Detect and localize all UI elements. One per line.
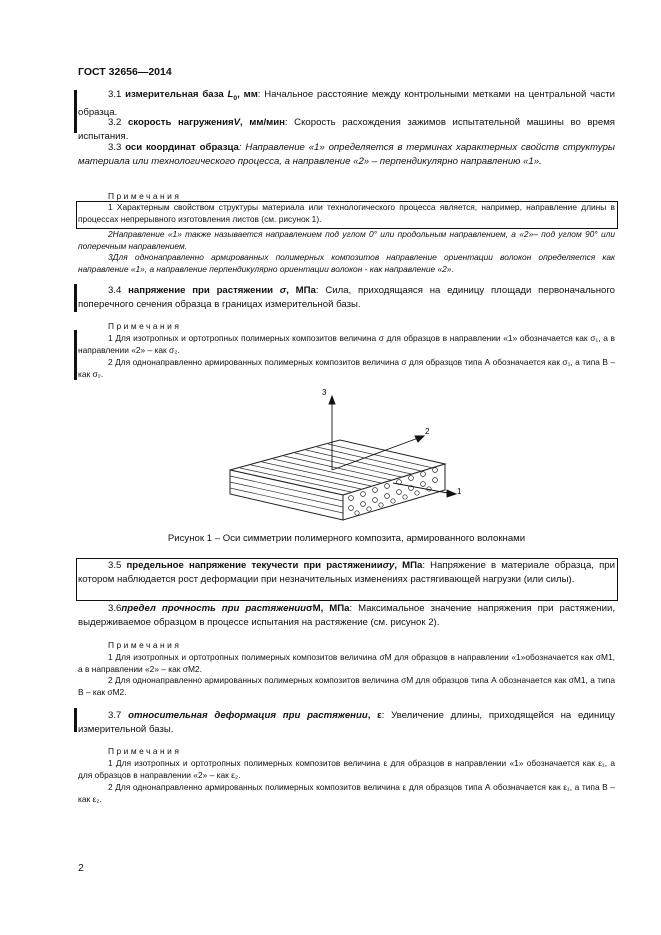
figure-caption: Рисунок 1 – Оси симметрии полимерного композита, армированного волокнами — [167, 533, 526, 544]
notes-heading: Примечания — [108, 321, 182, 331]
axis-2-label: 2 — [425, 427, 430, 436]
note-3-3-2: 2Направление «1» также называется направлением под углом 0° или продольным направлением, а «2»– под углом 90° или поперечным направлением. — [78, 229, 615, 251]
note-3-7-2: 2 Для однонаправленно армированных полимерных композитов величина ε для образцов типа А обозначается как ε₁, а типа В – как ε₂. — [78, 782, 615, 804]
clause-3-3: 3.3 оси координат образца: Направление «1» определяется в терминах характерных свойств структуры материала или технологического процесса, а направление «2» – перпендикулярно направлению «1». — [78, 142, 615, 167]
axis-3-label: 3 — [322, 388, 327, 397]
clause-3-1: 3.1 измерительная база $L_0$, мм: Начальное расстояние между контрольными метками на центральной части образца. — [78, 89, 615, 118]
notes-heading: Примечания — [108, 640, 182, 650]
clause-3-5: 3.5 предельное напряжение текучести при растяженииσy, МПа: Напряжение в материале образца, при котором наблюдается рост деформации при незначительных изменениях растягивающей нагрузки (или силы). — [78, 560, 615, 585]
note-3-7-1: 1 Для изотропных и ортотропных полимерных композитов величина ε для образцов в направлении «1» обозначается как ε₁, а для образцов в направлении «2» – как ε₂. — [78, 758, 615, 780]
note-3-3-1: 1 Характерным свойством структуры материала или технологического процесса является, например, направление длины в процессах непрерывного изготовления листов (см. рисунок 1). — [78, 202, 615, 224]
change-bar — [74, 708, 77, 732]
change-bar — [74, 90, 77, 133]
clause-3-7: 3.7 относительная деформация при растяжении, ε: Увеличение длины, приходящейся на единицу измерительной базы. — [78, 710, 615, 735]
note-3-3-3: 3Для однонаправленно армированных полимерных композитов направление ориентации волокон определяется как направление «1», а направление перпендикулярно ориентации волокон - как направление «2». — [78, 252, 615, 274]
note-3-4-2: 2 Для однонаправленно армированных полимерных композитов величина σ для образцов типа А обозначается как σ₁, а типа В – как σ₂. — [78, 357, 615, 379]
note-3-4-1: 1 Для изотропных и ортотропных полимерных композитов величина σ для образцов в направлении «1» обозначается как σ₁, а в направлении «2» – как σ₂. — [78, 333, 615, 355]
change-bar — [74, 284, 77, 312]
composite-axes-figure — [225, 382, 475, 527]
axis-1-label: 1 — [457, 487, 462, 496]
clause-3-6: 3.6предел прочность при растяженииσM, МПа: Максимальное значение напряжения при растяжении, выдерживаемое образцом в процессе испытания на растяжение (см. рисунок 2). — [78, 603, 615, 628]
notes-heading: Примечания — [108, 191, 182, 201]
note-3-6-2: 2 Для однонаправленно армированных полимерных композитов величина σM для образцов типа А обозначается как σM1, а типа В – как σM2. — [78, 675, 615, 697]
note-3-6-1: 1 Для изотропных и ортотропных полимерных композитов величина σM для образцов в направлении «1»обозначается как σM1, а в направлении «2» – как σM2. — [78, 652, 615, 674]
clause-3-4: 3.4 напряжение при растяжении σ, МПа: Сила, приходящаяся на единицу площади первоначального поперечного сечения образца в границах измерительной базы. — [78, 285, 615, 310]
page-number: 2 — [78, 862, 84, 874]
change-bar — [74, 330, 77, 380]
document-header: ГОСТ 32656—2014 — [78, 66, 172, 78]
notes-heading: Примечания — [108, 746, 182, 756]
clause-3-2: 3.2 скорость нагруженияV, мм/мин: Скорость расхождения зажимов испытательной машины во время испытания. — [78, 117, 615, 142]
